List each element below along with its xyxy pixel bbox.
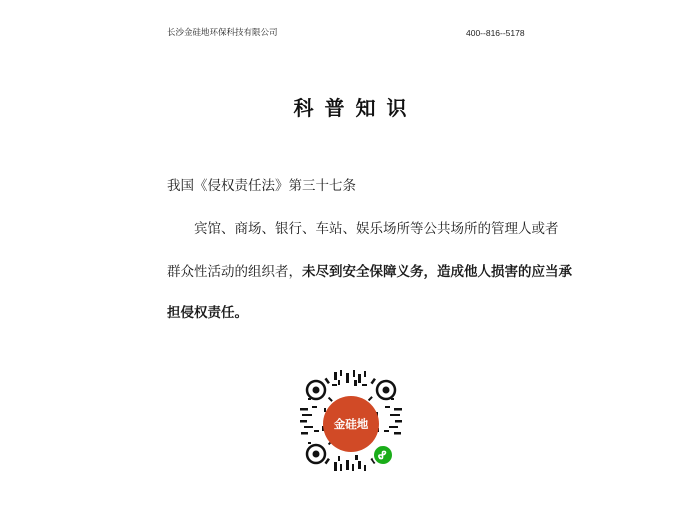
qr-center-label: 金硅地 xyxy=(333,417,369,431)
qr-center-logo xyxy=(323,396,379,452)
header-phone-number: 400--816--5178 xyxy=(466,28,525,38)
article-line-4: 担侵权责任。 xyxy=(167,305,248,321)
wechat-miniprogram-icon xyxy=(372,444,394,466)
article-line-3-bold: 未尽到安全保障义务，造成他人损害的应当承 xyxy=(302,264,572,280)
miniprogram-glyph-icon xyxy=(374,446,392,464)
article-heading: 我国《侵权责任法》第三十七条 xyxy=(167,178,356,194)
article-line-3 xyxy=(167,262,572,282)
article-line-2: 宾馆、商场、银行、车站、娱乐场所等公共场所的管理人或者 xyxy=(194,221,559,237)
header-company-name: 长沙金硅地环保科技有限公司 xyxy=(167,28,278,38)
article-line-3-normal: 群众性活动的组织者， xyxy=(167,264,302,280)
page-title: 科普知识 xyxy=(293,96,418,120)
